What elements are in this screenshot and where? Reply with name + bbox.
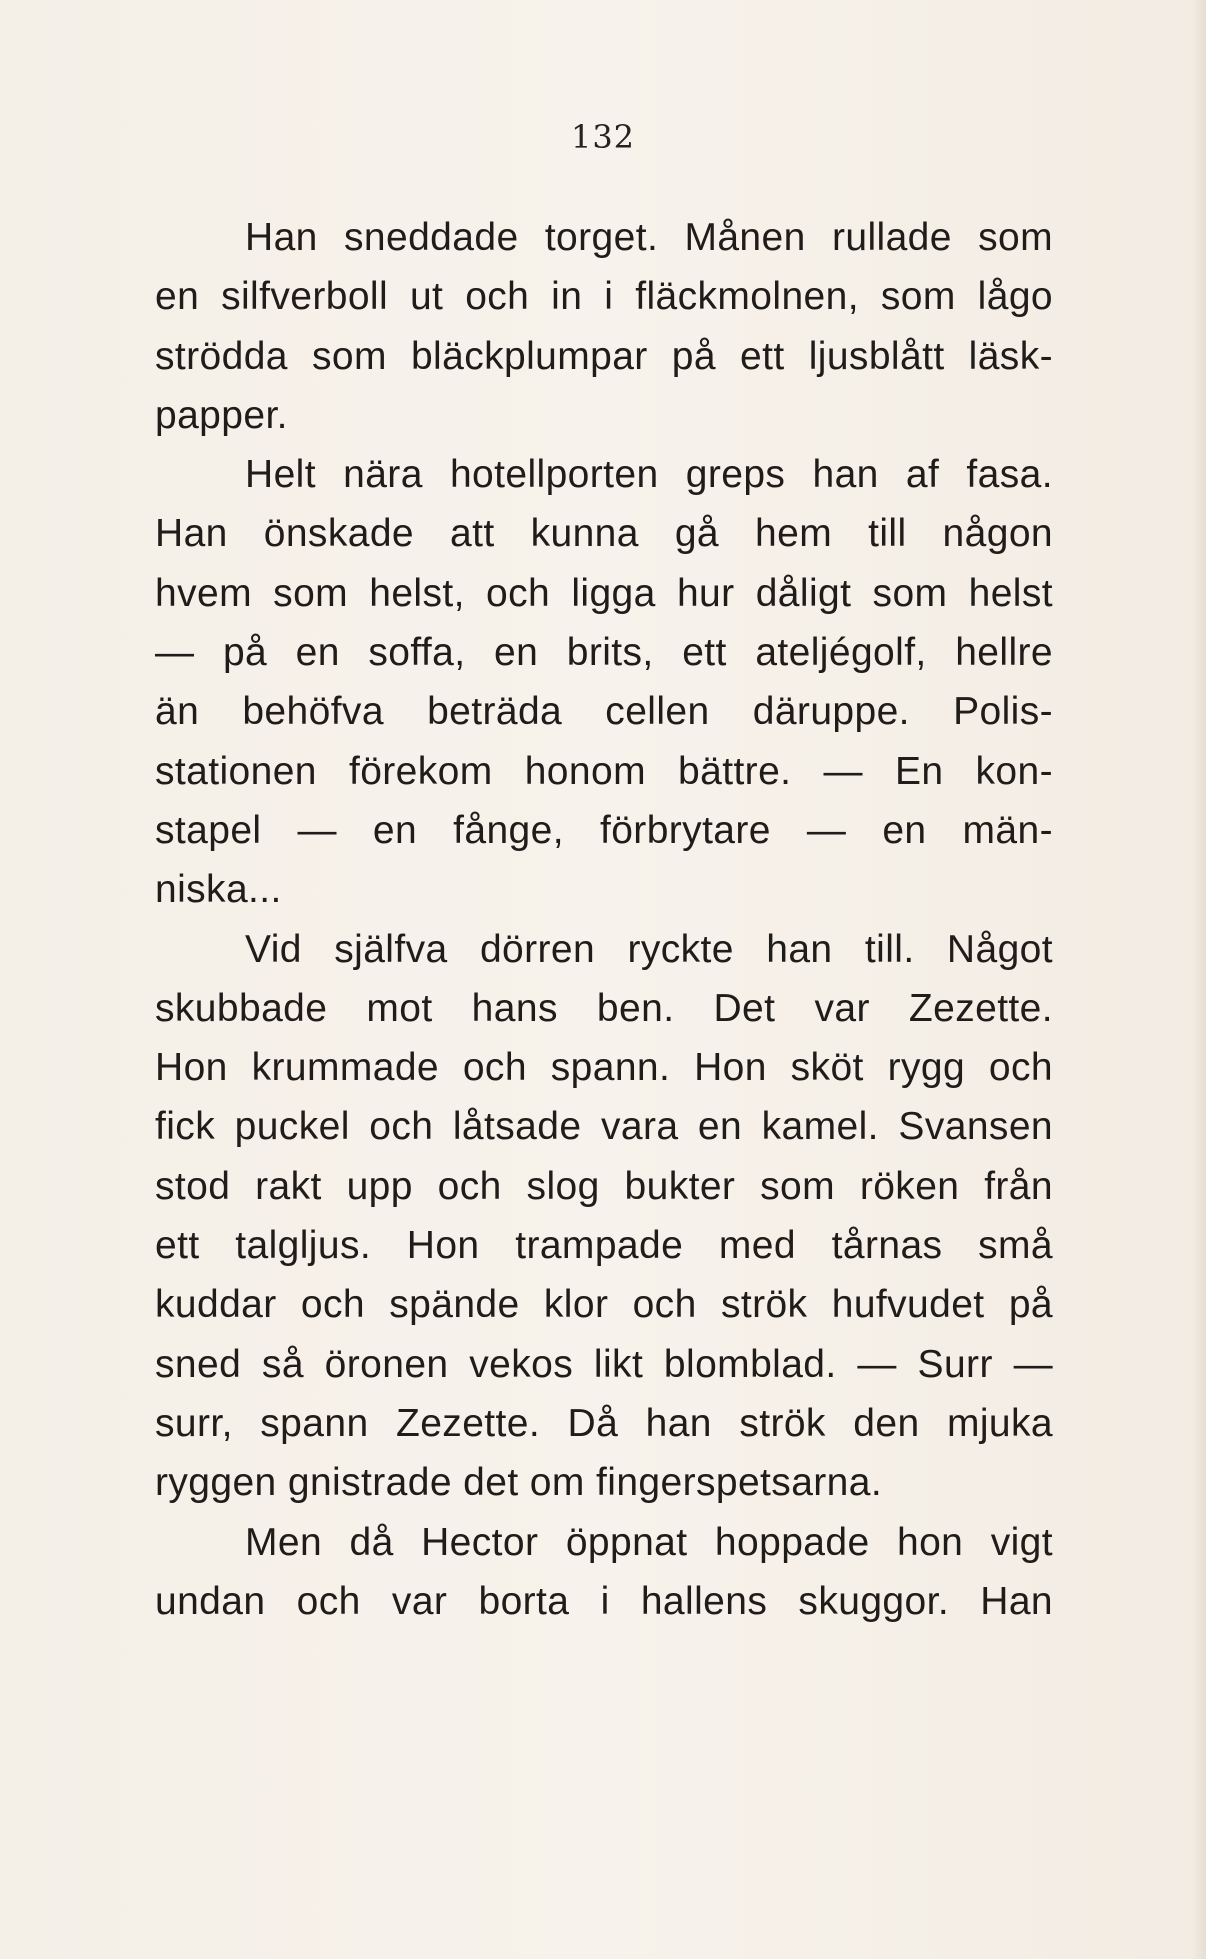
text-line: skubbade mot hans ben. Det var Zezette. (155, 986, 1053, 1030)
text-line: stationen förekom honom bättre. — En kon- (155, 749, 1053, 793)
text-line: kuddar och spände klor och strök hufvudet på (155, 1283, 1053, 1327)
text-line: Men då Hector öppnat hoppade hon vigt (245, 1520, 1053, 1564)
text-line: Han önskade att kunna gå hem till någon (155, 512, 1053, 556)
text-line: surr, spann Zezette. Då han strök den mjuka (155, 1401, 1053, 1445)
text-line: en silfverboll ut och in i fläckmolnen, som lågo (155, 275, 1053, 319)
page-number: 132 (570, 118, 636, 156)
page-edge-shadow (1192, 0, 1206, 1959)
text-line: strödda som bläckplumpar på ett ljusblått läsk- (155, 334, 1053, 378)
text-line: sned så öronen vekos likt blomblad. — Surr — (155, 1342, 1053, 1386)
text-line: Vid själfva dörren ryckte han till. Något (245, 927, 1053, 971)
text-line: Hon krummade och spann. Hon sköt rygg och (155, 1046, 1053, 1090)
text-line: papper. (155, 393, 288, 437)
text-line: hvem som helst, och ligga hur dåligt som helst (155, 571, 1053, 615)
text-line: Han sneddade torget. Månen rullade som (245, 216, 1053, 259)
text-line: ett talgljus. Hon trampade med tårnas små (155, 1224, 1053, 1268)
text-line: — på en soffa, en brits, ett ateljégolf, hellre (155, 631, 1053, 675)
text-line: än behöfva beträda cellen däruppe. Polis- (155, 690, 1053, 734)
text-line: fick puckel och låtsade vara en kamel. Svansen (155, 1105, 1053, 1149)
text-line: stapel — en fånge, förbrytare — en män- (155, 808, 1053, 852)
text-line: niska... (155, 868, 282, 912)
text-line: Helt nära hotellporten greps han af fasa. (245, 453, 1053, 497)
body-text (155, 208, 1053, 1631)
text-line: stod rakt upp och slog bukter som röken från (155, 1164, 1053, 1208)
text-line: ryggen gnistrade det om fingerspetsarna. (155, 1461, 883, 1505)
text-line: undan och var borta i hallens skuggor. Han (155, 1579, 1053, 1623)
